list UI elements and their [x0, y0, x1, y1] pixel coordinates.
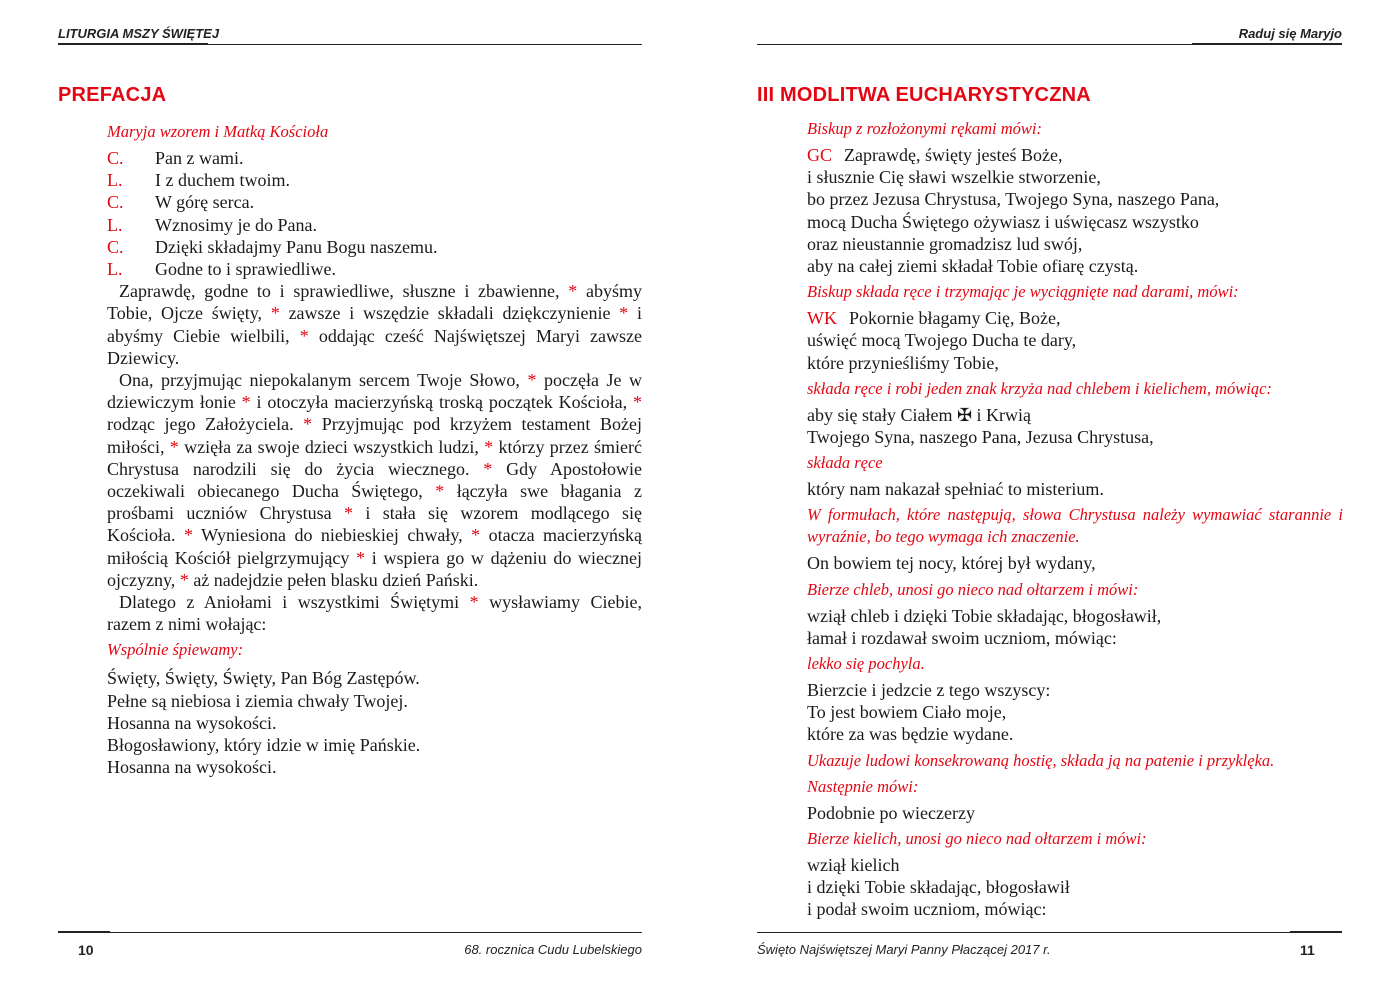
left-body: [107, 121, 642, 778]
prayer-line: [807, 605, 1343, 627]
pause-asterisk: *: [270, 303, 280, 324]
preface-segment: Dlatego z Aniołami i wszystkimi Świętymi: [119, 592, 470, 613]
prayer-line-text: To jest bowiem Ciało moje,: [807, 702, 1007, 723]
preface-paragraph: [107, 591, 642, 635]
pause-asterisk: *: [469, 592, 479, 613]
head-rule: [58, 44, 642, 45]
right-page: [700, 0, 1400, 990]
footer-text-left: 68. rocznica Cudu Lubelskiego: [464, 942, 642, 957]
preface-segment: oddając cześć Najświętszej Maryi zawsze Dziewicy.: [107, 325, 642, 368]
prayer-line: [807, 876, 1343, 898]
prayer-text: [807, 478, 1343, 500]
prayer-line-text: które przynieśliśmy Tobie,: [807, 352, 999, 373]
page-number-left: 10: [78, 942, 94, 958]
prayer-line-text: łamał i rozdawał swoim uczniom, mówiąc:: [807, 627, 1117, 648]
preface-segment: którzy przez śmierć Chrystusa narodzili się do życia wiecznego.: [107, 436, 642, 479]
pause-asterisk: *: [179, 569, 189, 590]
prayer-text: [807, 307, 1343, 374]
prayer-line: [807, 255, 1343, 277]
prayer-text: [807, 605, 1343, 649]
pause-asterisk: *: [435, 481, 445, 502]
prayer-line: [807, 307, 1343, 329]
dialogue-text: Dzięki składajmy Panu Bogu naszemu.: [155, 236, 438, 257]
preface-segment: i stała się wzorem modlącego się Kościoła.: [107, 503, 643, 546]
dialogue-row: [107, 147, 642, 169]
foot-rule: [757, 932, 1342, 933]
pause-asterisk: *: [356, 547, 366, 568]
speaker-tag: WK: [807, 308, 837, 329]
dialogue-row: [107, 236, 642, 258]
right-body: [807, 118, 1343, 924]
sanctus-line: Święty, Święty, Święty, Pan Bóg Zastępów.: [107, 668, 420, 689]
prayer-line-text: Pokornie błagamy Cię, Boże,: [849, 308, 1061, 329]
prayer-line-text: który nam nakazał spełniać to misterium.: [807, 479, 1104, 500]
prayer-line-text: On bowiem tej nocy, której był wydany,: [807, 553, 1096, 574]
prayer-line-text: wziął chleb i dzięki Tobie składając, błogosławił,: [807, 605, 1162, 626]
prayer-text: [807, 854, 1343, 921]
prayer-text: [807, 679, 1343, 746]
prayer-line-text: wziął kielich: [807, 854, 900, 875]
rubric: lekko się pochyla.: [807, 654, 925, 674]
prayer-line: [807, 404, 1343, 426]
dialogue-row: [107, 258, 642, 280]
preface-segment: i abyśmy Ciebie wielbili,: [107, 303, 642, 346]
pause-asterisk: *: [568, 281, 578, 302]
prayer-line: [807, 144, 1343, 166]
prayer-line-text: bo przez Jezusa Chrystusa, Twojego Syna, naszego Pana,: [807, 189, 1220, 210]
prayer-line: [807, 679, 1343, 701]
preface-segment: i otoczyła macierzyńską troską początek Kościoła,: [250, 392, 634, 413]
pause-asterisk: *: [484, 436, 494, 457]
pause-asterisk: *: [619, 303, 629, 324]
page-number-right: 11: [1300, 942, 1315, 958]
pause-asterisk: *: [169, 436, 179, 457]
footer-text-right: Święto Najświętszej Maryi Panny Płaczącej 2017 r.: [757, 942, 1051, 957]
prayer-line-text: mocą Ducha Świętego ożywiasz i uświęcasz wszystko: [807, 211, 1199, 232]
preface-segment: abyśmy Tobie, Ojcze święty,: [107, 281, 642, 324]
prayer-line-text: i dzięki Tobie składając, błogosławił: [807, 877, 1070, 898]
prayer-line: [807, 188, 1343, 210]
prayer-line-text: Twojego Syna, naszego Pana, Jezusa Chrystusa,: [807, 427, 1154, 448]
rubric: Następnie mówi:: [807, 776, 919, 796]
prayer-text: [807, 552, 1343, 574]
dialogue-speaker: L.: [107, 259, 123, 280]
sanctus: [107, 667, 642, 778]
sanctus-line: Pełne są niebiosa i ziemia chwały Twojej.: [107, 690, 408, 711]
preface-segment: Przyjmując pod krzyżem testament Bożej miłości,: [107, 414, 642, 457]
preface-segment: poczęła Je w dziewiczym łonie: [107, 370, 642, 413]
preface-segment: wzięła za swoje dzieci wszystkich ludzi,: [178, 436, 485, 457]
prayer-line: [807, 233, 1343, 255]
prayer-line-text: aby na całej ziemi składał Tobie ofiarę czystą.: [807, 256, 1139, 277]
prayer-line: [807, 426, 1343, 448]
prayer-line: [807, 552, 1343, 574]
dialogue-text: Wznosimy je do Pana.: [155, 214, 317, 235]
pause-asterisk: *: [344, 503, 354, 524]
dialogue-row: [107, 214, 642, 236]
foot-rule: [58, 932, 642, 933]
running-head-left: LITURGIA MSZY ŚWIĘTEJ: [58, 26, 220, 41]
rubric: Biskup składa ręce i trzymając je wyciągnięte nad darami, mówi:: [807, 282, 1239, 302]
running-head-right: Raduj się Maryjo: [1238, 26, 1342, 41]
rubric: Bierze kielich, unosi go nieco nad ołtarzem i mówi:: [807, 828, 1147, 848]
pause-asterisk: *: [471, 525, 481, 546]
rubric: W formułach, które następują, słowa Chrystusa należy wymawiać starannie i wyraźnie, bo tego wymaga ich znaczenie.: [807, 505, 1343, 547]
prayer-line-text: Podobnie po wieczerzy: [807, 802, 975, 823]
preface-segment: Zaprawdę, godne to i sprawiedliwe, słuszne i zbawienne,: [119, 281, 569, 302]
prayer-line: [807, 854, 1343, 876]
prayer-line: [807, 329, 1343, 351]
dialogue-text: Godne to i sprawiedliwe.: [155, 259, 336, 280]
prayer-line-text: oraz nieustannie gromadzisz lud swój,: [807, 233, 1083, 254]
dialogue-text: W górę serca.: [155, 192, 255, 213]
prayer-line-text: Zaprawdę, święty jesteś Boże,: [844, 145, 1063, 165]
prayer-line-text: które za was będzie wydane.: [807, 724, 1014, 745]
foot-rule-thick: [1290, 931, 1342, 933]
prayer-line: [807, 802, 1343, 824]
rubric: Ukazuje ludowi konsekrowaną hostię, składa ją na patenie i przyklęka.: [807, 750, 1275, 770]
prayer-line-text: uświęć mocą Twojego Ducha te dary,: [807, 330, 1077, 351]
preface-segment: Wyniesiona do niebieskiej chwały,: [192, 525, 472, 546]
dialogue-speaker: C.: [107, 148, 124, 168]
pause-asterisk: *: [241, 392, 251, 413]
preface-paragraph: [107, 369, 642, 591]
prayer-line-text: i słusznie Cię sławi wszelkie stworzenie,: [807, 167, 1101, 188]
preface-segment: wysławiamy Ciebie, razem z nimi wołając:: [107, 592, 642, 635]
pause-asterisk: *: [527, 370, 537, 391]
dialogue-speaker: L.: [107, 170, 123, 191]
dialogue-speaker: C.: [107, 192, 124, 213]
section-title-modlitwa: III MODLITWA EUCHARYSTYCZNA: [757, 84, 1091, 106]
dialogue: [107, 147, 642, 280]
dialogue-text: Pan z wami.: [155, 148, 244, 168]
preface-segment: zawsze i wszędzie składali dziękczynienie: [279, 303, 620, 324]
preface-text: [107, 280, 642, 635]
preface-segment: rodząc jego Założyciela.: [107, 414, 304, 435]
section-title-prefacja: PREFACJA: [58, 84, 167, 106]
preface-segment: i wspiera go w dążeniu do wiecznej ojczyzny,: [107, 547, 643, 590]
pause-asterisk: *: [633, 392, 643, 413]
prayer-text: [807, 144, 1343, 277]
head-rule-thick: [1192, 43, 1342, 45]
dialogue-row: [107, 169, 642, 191]
prayer-line: [807, 701, 1343, 723]
sanctus-line: Hosanna na wysokości.: [107, 757, 277, 778]
preface-segment: łączyła swe błagania z prośbami uczniów Chrystusa: [107, 481, 642, 524]
preface-paragraph: [107, 280, 642, 369]
prayer-line: [807, 898, 1343, 920]
pause-asterisk: *: [483, 458, 493, 479]
prayer-text: [807, 802, 1343, 824]
prayer-text: [807, 404, 1343, 448]
rubric: Biskup z rozłożonymi rękami mówi:: [807, 119, 1042, 138]
prayer-line-text: i podał swoim uczniom, mówiąc:: [807, 899, 1047, 920]
sanctus-line: Hosanna na wysokości.: [107, 712, 277, 733]
prayer-line: [807, 211, 1343, 233]
preface-segment: otacza macierzyńską miłością Kościół pielgrzymujący: [107, 525, 642, 568]
dialogue-text: I z duchem twoim.: [155, 170, 290, 191]
dialogue-speaker: L.: [107, 214, 123, 235]
prayer-line: [807, 166, 1343, 188]
prayer-line-text: Bierzcie i jedzcie z tego wszyscy:: [807, 680, 1051, 701]
rubric: Bierze chleb, unosi go nieco nad ołtarzem i mówi:: [807, 579, 1139, 599]
prayer-line: [807, 352, 1343, 374]
pause-asterisk: *: [303, 414, 313, 435]
preface-subtitle: Maryja wzorem i Matką Kościoła: [107, 122, 329, 141]
dialogue-speaker: C.: [107, 236, 124, 257]
dialogue-row: [107, 191, 642, 213]
sanctus-rubric: Wspólnie śpiewamy:: [107, 640, 244, 660]
rubric: składa ręce: [807, 453, 883, 473]
pause-asterisk: *: [183, 525, 193, 546]
prayer-line: [807, 478, 1343, 500]
sanctus-line: Błogosławiony, który idzie w imię Pańskie.: [107, 735, 421, 756]
preface-segment: Gdy Apostołowie oczekiwali obiecanego Ducha Świętego,: [107, 458, 642, 502]
pause-asterisk: *: [299, 325, 309, 346]
rubric: składa ręce i robi jeden znak krzyża nad chlebem i kielichem, mówiąc:: [807, 378, 1272, 398]
speaker-tag: GC: [807, 145, 833, 165]
prayer-line: [807, 627, 1343, 649]
preface-segment: aż nadejdzie pełen blasku dzień Pański.: [188, 569, 479, 590]
prayer-line-text: aby się stały Ciałem ✠ i Krwią: [807, 404, 1032, 425]
preface-segment: Ona, przyjmując niepokalanym sercem Twoje Słowo,: [119, 370, 528, 391]
prayer-line: [807, 723, 1343, 745]
